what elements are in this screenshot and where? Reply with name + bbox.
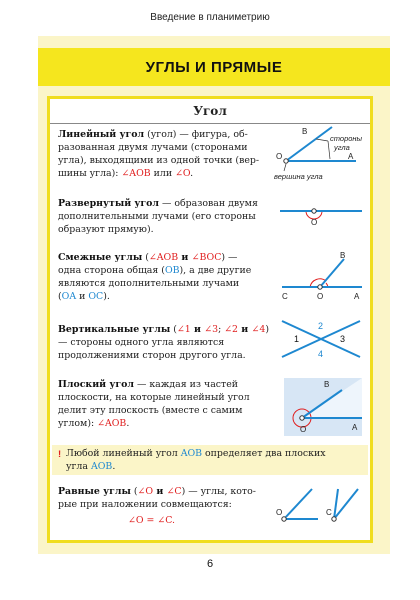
callout-line-1 bbox=[316, 139, 328, 141]
callout-sides: стороны bbox=[330, 134, 363, 143]
label-o: O bbox=[276, 508, 283, 517]
vertical-angles-figure bbox=[278, 317, 364, 361]
vertical-angles-definition: Вертикальные углы (∠1 и ∠3; ∠2 и ∠4) — стороны одного угла являются продолжениями сторон другого угла. bbox=[58, 324, 270, 361]
vertex-c bbox=[332, 517, 336, 521]
note-box bbox=[52, 445, 368, 475]
label-o: O bbox=[300, 425, 307, 434]
label-c: C bbox=[282, 292, 288, 301]
page-number: 6 bbox=[206, 558, 214, 570]
straight-angle-figure bbox=[278, 195, 364, 227]
label-b: B bbox=[340, 251, 346, 260]
label-b: B bbox=[302, 127, 308, 136]
straight-angle-definition: Развернутый угол — образован двумя дополнительными лучами (его стороны образуют прямую). bbox=[58, 198, 258, 235]
angle-1-label: 1 bbox=[294, 334, 300, 344]
label-a: A bbox=[352, 423, 358, 432]
vertex-point bbox=[284, 159, 288, 163]
definitions-frame bbox=[47, 96, 373, 543]
label-a: A bbox=[354, 292, 360, 301]
adjacent-angles-figure bbox=[278, 249, 364, 305]
plane-angle-term: Плоский угол bbox=[58, 379, 134, 390]
angle-3-label: 3 bbox=[340, 334, 346, 344]
equal-angles-term: Равные углы bbox=[58, 486, 131, 497]
callout-line-3 bbox=[284, 164, 286, 171]
plane-angle-definition: Плоский угол — каждая из частей плоскости, на которые линейный угол делит эту плоскость (вместе с самим углом): ∠AOB. bbox=[58, 379, 250, 429]
label-o: O bbox=[317, 292, 324, 301]
label-c: C bbox=[326, 508, 332, 517]
ray-ob bbox=[286, 127, 332, 161]
equal-angles-definition: Равные углы (∠O и ∠C) — углы, кото- рые при наложении совмещаются: ∠O = ∠C. bbox=[58, 486, 256, 526]
vertex-point bbox=[300, 416, 304, 420]
straight-angle-term: Развернутый угол bbox=[58, 198, 160, 209]
angle-2-label: 2 bbox=[318, 321, 324, 331]
callout-angle: угла bbox=[334, 143, 350, 152]
equal-angles-figure bbox=[274, 485, 366, 527]
section-title: Угол bbox=[50, 99, 370, 124]
linear-angle-term: Линейный угол bbox=[58, 129, 145, 140]
adjacent-angles-definition: Смежные углы (∠AOB и ∠BOC) — одна сторона общая (OB), а две другие являются дополнительными лучами (OA и OC). bbox=[58, 252, 252, 302]
label-b: B bbox=[324, 380, 330, 389]
label-a: A bbox=[348, 152, 354, 161]
callout-vertex: вершина угла bbox=[274, 172, 323, 181]
linear-angle-figure bbox=[272, 125, 368, 187]
note-text: Любой линейный угол AOB определяет два плоских угла AOB. bbox=[66, 448, 326, 472]
label-o: O bbox=[276, 152, 283, 161]
vertical-angles-term: Вертикальные углы bbox=[58, 324, 171, 335]
vertex-point bbox=[312, 209, 316, 213]
plane-angle-figure bbox=[284, 378, 362, 436]
chapter-title-band bbox=[38, 48, 390, 86]
exclamation-icon: ! bbox=[58, 448, 62, 459]
equality-formula: ∠O = ∠C. bbox=[128, 515, 176, 526]
linear-angle-definition: Линейный угол (угол) — фигура, об- разованная двумя лучами (сторонами угла), выходящими из одной точки (вер- шины угла): ∠AOB или ∠O. bbox=[58, 129, 260, 179]
vertex-point bbox=[318, 285, 322, 289]
running-head: Введение в планиметрию bbox=[150, 12, 270, 23]
angle-4-label: 4 bbox=[318, 349, 324, 359]
ray-ob bbox=[320, 259, 344, 287]
angle-o-notation: ∠O bbox=[175, 168, 191, 179]
vertex-o bbox=[282, 517, 286, 521]
chapter-title: УГЛЫ И ПРЯМЫЕ bbox=[145, 58, 283, 76]
angle-aob-notation: ∠AOB bbox=[121, 168, 151, 179]
adjacent-angles-term: Смежные углы bbox=[58, 252, 143, 263]
angle-o-ray-1 bbox=[284, 489, 312, 519]
label-o: O bbox=[311, 218, 318, 227]
callout-line-2 bbox=[328, 141, 330, 159]
